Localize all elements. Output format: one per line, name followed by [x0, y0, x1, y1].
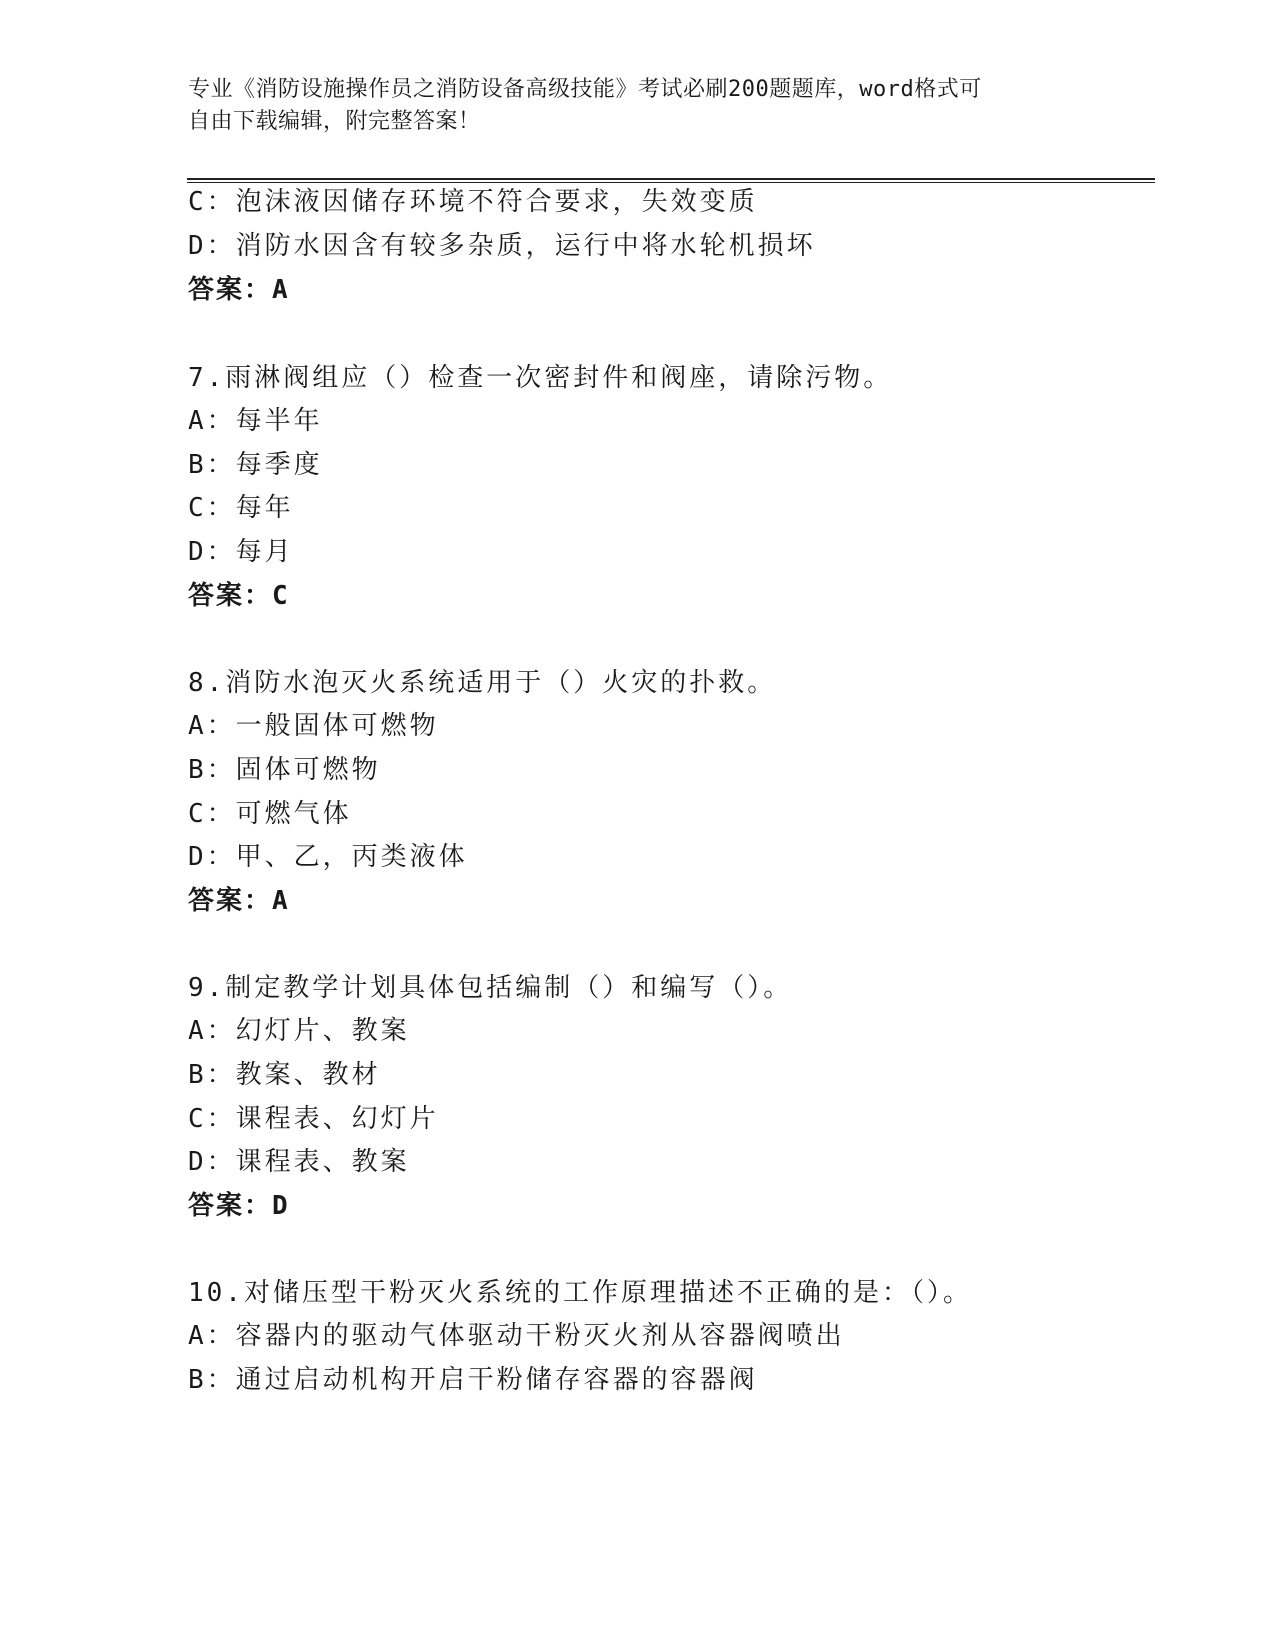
q9-option-a: A：幻灯片、教案: [188, 1016, 410, 1046]
q8-answer: 答案：A: [188, 886, 290, 916]
prev-answer: 答案：A: [188, 275, 290, 305]
header-line-2: 自由下载编辑，附完整答案！: [188, 109, 481, 134]
q7-option-a: A：每半年: [188, 406, 323, 436]
q7-stem: 7.雨淋阀组应（）检查一次密封件和阀座，请除污物。: [188, 363, 893, 393]
q8-option-d: D：甲、乙，丙类液体: [188, 842, 468, 872]
q9-option-b: B：教案、教材: [188, 1060, 381, 1090]
q10-stem: 10.对储压型干粉灭火系统的工作原理描述不正确的是：（）。: [188, 1278, 972, 1308]
q7-option-b: B：每季度: [188, 450, 323, 480]
q10-option-a: A：容器内的驱动气体驱动干粉灭火剂从容器阀喷出: [188, 1321, 845, 1351]
q10-option-b: B：通过启动机构开启干粉储存容器的容器阀: [188, 1365, 758, 1395]
q8-option-c: C：可燃气体: [188, 799, 352, 829]
q8-option-a: A：一般固体可燃物: [188, 711, 439, 741]
header-divider: [187, 178, 1155, 183]
q9-stem: 9.制定教学计划具体包括编制（）和编写（）。: [188, 973, 793, 1003]
q7-option-c: C：每年: [188, 493, 294, 523]
q8-stem: 8.消防水泡灭火系统适用于（）火灾的扑救。: [188, 668, 777, 698]
q9-option-c: C：课程表、幻灯片: [188, 1104, 439, 1134]
q7-option-d: D：每月: [188, 537, 294, 567]
header-line-1: 专业《消防设施操作员之消防设备高级技能》考试必刷200题题库，word格式可: [188, 77, 982, 102]
prev-option-d: D：消防水因含有较多杂质，运行中将水轮机损坏: [188, 231, 816, 261]
q9-answer: 答案：D: [188, 1191, 290, 1221]
q9-option-d: D：课程表、教案: [188, 1147, 410, 1177]
prev-option-c: C：泡沫液因储存环境不符合要求，失效变质: [188, 187, 758, 217]
q7-answer: 答案：C: [188, 581, 290, 611]
document-header: [188, 74, 1068, 138]
q8-option-b: B：固体可燃物: [188, 755, 381, 785]
